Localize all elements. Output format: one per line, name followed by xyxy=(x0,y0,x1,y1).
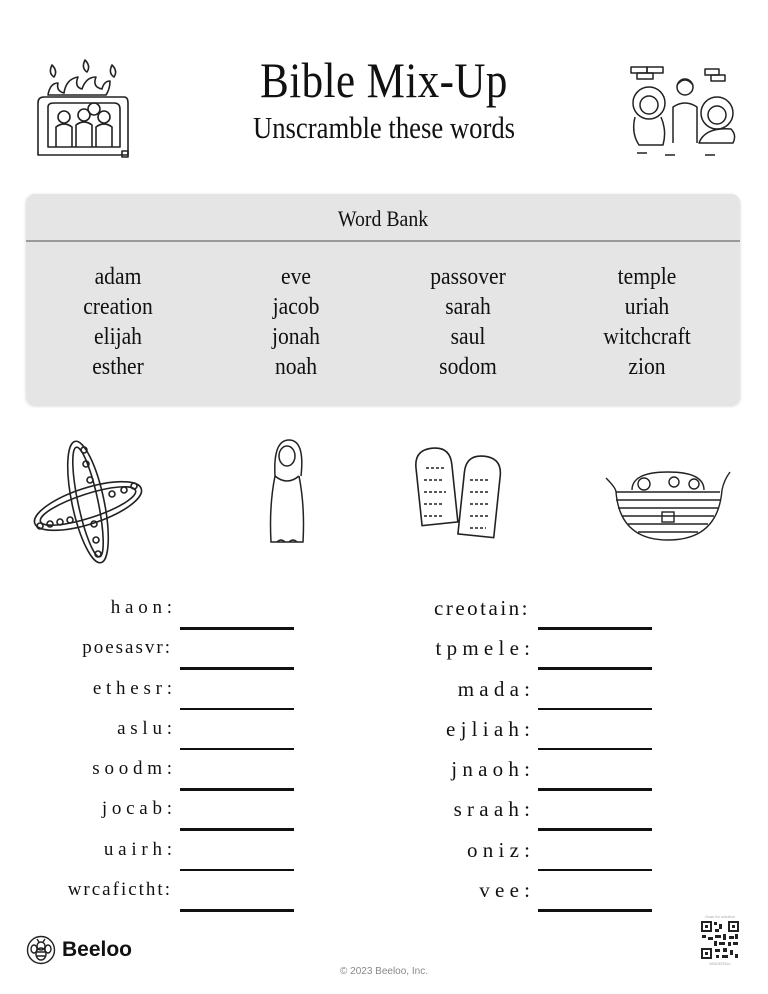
puzzle-row xyxy=(400,635,670,675)
scrambled-word: wrcafictht: xyxy=(67,879,172,901)
word-bank-column xyxy=(210,262,382,382)
word-bank-column xyxy=(382,262,554,382)
copyright: © 2023 Beeloo, Inc. xyxy=(340,966,428,977)
puzzle-row xyxy=(400,837,670,877)
word-bank-word: sodom xyxy=(439,354,497,380)
word-bank xyxy=(26,194,740,405)
answer-blank[interactable] xyxy=(180,828,294,831)
scrambled-word: v e e : xyxy=(479,878,530,903)
puzzle-row xyxy=(400,796,670,836)
noahs-ark-illustration xyxy=(604,466,732,546)
answer-blank[interactable] xyxy=(180,788,294,791)
qr-code-id: 8A52ER3vo xyxy=(709,961,731,966)
page-title: Bible Mix-Up xyxy=(260,52,508,108)
answer-blank[interactable] xyxy=(180,708,294,711)
scrambled-word: j o c a b : xyxy=(101,798,172,820)
daniel-lions-den-illustration xyxy=(625,63,740,163)
woman-in-robe-illustration xyxy=(265,436,310,548)
puzzle-row xyxy=(20,716,300,756)
word-bank-word: esther xyxy=(92,354,144,380)
puzzle-row xyxy=(20,756,300,796)
answer-blank[interactable] xyxy=(538,788,652,791)
word-bank-word: passover xyxy=(430,264,506,290)
word-bank-word: eve xyxy=(281,264,311,290)
answer-blank[interactable] xyxy=(538,667,652,670)
scrambled-word: e t h e s r : xyxy=(92,677,172,699)
bee-icon xyxy=(26,935,56,965)
word-bank-column xyxy=(26,262,210,382)
scrambled-word: m a d a : xyxy=(457,676,530,701)
scrambled-word: s r a a h : xyxy=(453,797,530,822)
answer-blank[interactable] xyxy=(538,909,652,912)
answer-blank[interactable] xyxy=(180,627,294,630)
answer-blank[interactable] xyxy=(538,869,652,872)
beeloo-logo xyxy=(26,935,132,965)
scrambled-word: u a i r h : xyxy=(103,838,172,860)
brand-name: Beeloo xyxy=(62,938,133,961)
qr-caption: Scan for solution xyxy=(705,914,735,919)
word-bank-word: elijah xyxy=(94,324,142,350)
scrambled-word: t p m e l e : xyxy=(435,636,530,661)
answer-blank[interactable] xyxy=(538,748,652,751)
word-bank-word: temple xyxy=(617,264,677,290)
fiery-furnace-illustration xyxy=(30,55,140,165)
puzzle-column-left xyxy=(20,595,300,917)
answer-blank[interactable] xyxy=(538,708,652,711)
scrambled-word: creotain: xyxy=(434,596,530,620)
puzzle-row xyxy=(20,635,300,675)
scrambled-word: j n a o h : xyxy=(451,757,530,782)
illustration-row xyxy=(0,430,768,580)
crossed-rings-illustration xyxy=(28,436,148,566)
qr-block xyxy=(700,914,746,966)
word-bank-word: zion xyxy=(628,354,666,380)
word-bank-word: creation xyxy=(83,294,153,320)
word-bank-word: jacob xyxy=(272,294,320,320)
scrambled-word: e j l i a h : xyxy=(446,716,530,741)
word-bank-grid xyxy=(26,262,740,382)
puzzle-row xyxy=(20,796,300,836)
word-bank-word: adam xyxy=(94,264,142,290)
scrambled-word: o n i z : xyxy=(467,837,530,862)
word-bank-title: Word Bank xyxy=(337,206,429,231)
scrambled-word: poesasvr: xyxy=(82,637,172,659)
puzzle-row xyxy=(400,595,670,635)
answer-blank[interactable] xyxy=(538,627,652,630)
scrambled-word: a s l u : xyxy=(117,717,172,739)
ten-commandments-tablets-illustration xyxy=(414,444,524,544)
answer-blank[interactable] xyxy=(180,869,294,872)
word-bank-word: saul xyxy=(450,324,486,350)
puzzle-row xyxy=(20,837,300,877)
word-bank-word: jonah xyxy=(271,324,320,350)
word-bank-word: uriah xyxy=(624,294,670,320)
puzzle-row xyxy=(20,595,300,635)
word-bank-word: noah xyxy=(275,354,317,380)
word-bank-word: witchcraft xyxy=(603,324,691,350)
scrambled-word: h a o n : xyxy=(110,597,172,618)
word-bank-divider xyxy=(26,240,740,242)
puzzle-row xyxy=(400,756,670,796)
answer-blank[interactable] xyxy=(538,828,652,831)
puzzle-row xyxy=(400,676,670,716)
qr-code-icon[interactable] xyxy=(700,920,740,960)
puzzle-row xyxy=(20,877,300,917)
puzzle-column-right xyxy=(400,595,670,917)
answer-blank[interactable] xyxy=(180,909,294,912)
word-bank-word: sarah xyxy=(445,294,491,320)
answer-blank[interactable] xyxy=(180,748,294,751)
scrambled-word: s o o d m : xyxy=(92,758,172,780)
puzzle-row xyxy=(400,716,670,756)
answer-blank[interactable] xyxy=(180,667,294,670)
word-bank-column xyxy=(554,262,740,382)
page-subtitle: Unscramble these words xyxy=(252,110,516,145)
puzzle-row xyxy=(20,676,300,716)
puzzle-row xyxy=(400,877,670,917)
